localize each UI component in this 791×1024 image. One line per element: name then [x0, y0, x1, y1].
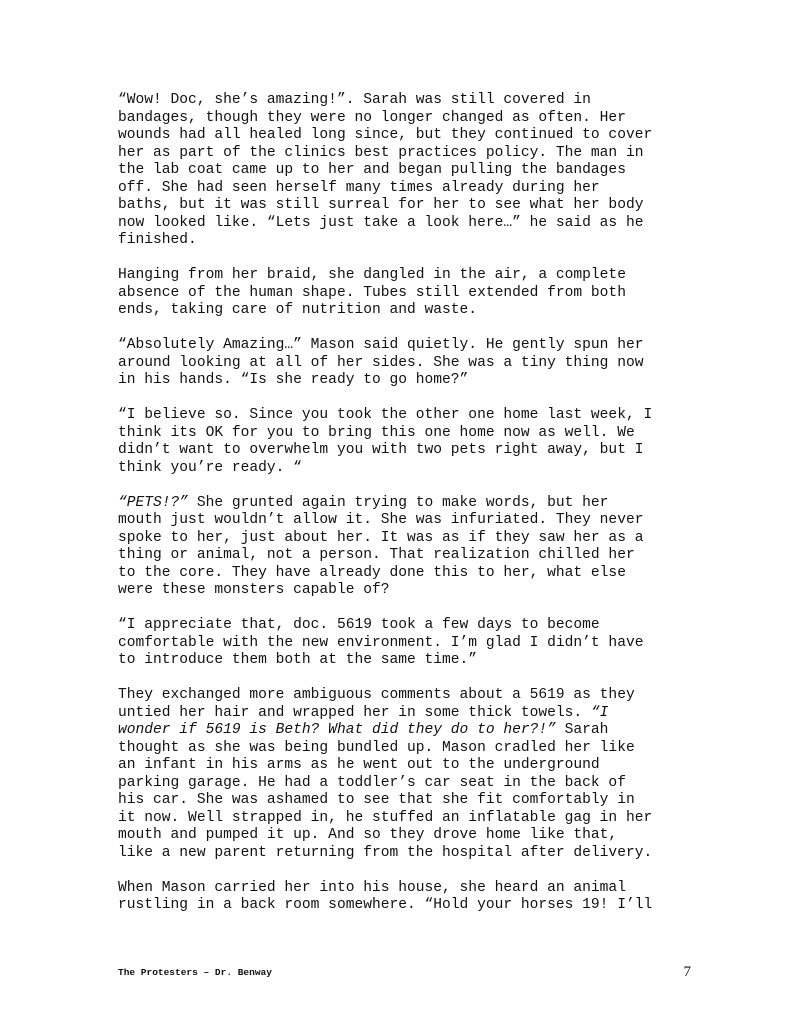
- text-run: Hanging from her braid, she dangled in the air, a complete absence of the human shape. Tubes still extended from both ends, taking care of nutrition and waste.: [118, 267, 626, 318]
- text-run: “Absolutely Amazing…” Mason said quietly. He gently spun her around looking at all of her sides. She was a tiny thing now in his hands. “Is she ready to go home?”: [118, 337, 644, 388]
- footer-title: The Protesters – Dr. Benway: [118, 967, 272, 978]
- text-run: They exchanged more ambiguous comments about a 5619 as they untied her hair and wrapped her in some thick towels.: [118, 687, 635, 721]
- paragraph: [118, 880, 698, 915]
- paragraph: [118, 92, 698, 250]
- text-run: She grunted again trying to make words, but her mouth just wouldn’t allow it. She was infuriated. They never spoke to her, just about her. It was as if they saw her as a thing or animal, not a person. That realization chilled her to the core. They have already done this to her, what else were these monsters capable of?: [118, 494, 644, 598]
- page-number: 7: [683, 964, 691, 980]
- paragraph: [118, 337, 698, 390]
- paragraph: [118, 495, 698, 600]
- page-footer: [118, 964, 691, 984]
- paragraph: [118, 407, 698, 477]
- text-run: “I appreciate that, doc. 5619 took a few days to become comfortable with the new environment. I’m glad I didn’t have to introduce them both at the same time.”: [118, 617, 644, 668]
- text-run: “Wow! Doc, she’s amazing!”. Sarah was still covered in bandages, though they were no longer changed as often. Her wounds had all healed long since, but they continued to cover her as part of the clinics best practices policy. The man in the lab coat came up to her and began pulling the bandages off. She had seen herself many times already during her baths, but it was still surreal for her to see what her body now looked like. “Lets just take a look here…” he said as he finished.: [118, 92, 653, 248]
- italic-text-run: “I wonder if 5619 is Beth? What did they do to her?!”: [118, 704, 609, 738]
- text-run: When Mason carried her into his house, she heard an animal rustling in a back room somewhere. “Hold your horses 19! I’ll: [118, 879, 653, 913]
- paragraph: [118, 617, 698, 670]
- paragraph: [118, 687, 698, 862]
- text-run: “I believe so. Since you took the other one home last week, I think its OK for you to bring this one home now as well. We didn’t want to overwhelm you with two pets right away, but I think you’re ready. “: [118, 407, 653, 476]
- body-text: [118, 92, 698, 932]
- italic-text-run: “PETS!?”: [118, 494, 189, 511]
- paragraph: [118, 267, 698, 320]
- text-run: Sarah thought as she was being bundled up. Mason cradled her like an infant in his arms as he went out to the underground parking garage. He had a toddler’s car seat in the back of his car. She was ashamed to see that she fit comfortably in it now. Well strapped in, he stuffed an inflatable gag in her mouth and pumped it up. And so they drove home like that, like a new parent returning from the hospital after delivery.: [118, 722, 653, 861]
